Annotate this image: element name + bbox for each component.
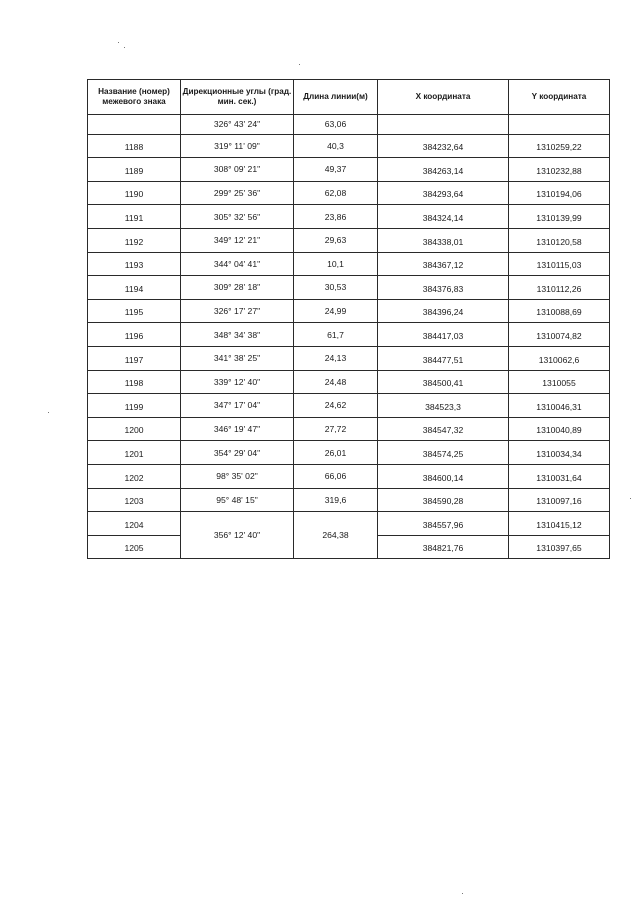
mark-name-cell: 1194 bbox=[88, 276, 181, 300]
y-coordinate-cell: 1310088,69 bbox=[509, 299, 610, 323]
header-x-coordinate: X координата bbox=[378, 80, 509, 115]
mark-name-cell: 1189 bbox=[88, 158, 181, 182]
x-coordinate-cell: 384500,41 bbox=[378, 370, 509, 394]
x-coordinate-cell: 384376,83 bbox=[378, 276, 509, 300]
table-header-row bbox=[88, 80, 610, 115]
length-cell: 29,63 bbox=[294, 228, 378, 252]
angle-cell: 98° 35' 02" bbox=[181, 464, 294, 488]
y-coordinate-cell: 1310040,89 bbox=[509, 417, 610, 441]
y-coordinate-cell: 1310097,16 bbox=[509, 488, 610, 512]
y-coordinate-cell: 1310112,26 bbox=[509, 276, 610, 300]
mark-name-cell: 1196 bbox=[88, 323, 181, 347]
x-coordinate-cell: 384557,96 bbox=[378, 512, 509, 536]
mark-name-cell: 1190 bbox=[88, 181, 181, 205]
mark-name-cell: 1205 bbox=[88, 535, 181, 559]
x-coordinate-cell: 384821,76 bbox=[378, 535, 509, 559]
y-coordinate-cell: 1310259,22 bbox=[509, 134, 610, 158]
length-cell: 26,01 bbox=[294, 441, 378, 465]
angle-cell: 341° 38' 25" bbox=[181, 346, 294, 370]
length-cell: 24,48 bbox=[294, 370, 378, 394]
angle-cell: 356° 12' 40" bbox=[181, 512, 294, 559]
mark-name-cell: 1201 bbox=[88, 441, 181, 465]
name-cell-empty bbox=[88, 115, 181, 135]
angle-cell: 326° 17' 27" bbox=[181, 299, 294, 323]
mark-name-cell: 1195 bbox=[88, 299, 181, 323]
mark-name-cell: 1203 bbox=[88, 488, 181, 512]
x-coordinate-cell: 384547,32 bbox=[378, 417, 509, 441]
y-coordinate-cell: 1310074,82 bbox=[509, 323, 610, 347]
angle-cell: 95° 48' 15" bbox=[181, 488, 294, 512]
scan-speck bbox=[124, 47, 125, 48]
length-cell: 24,62 bbox=[294, 394, 378, 418]
measurement-row bbox=[88, 115, 610, 135]
y-coordinate-cell: 1310232,88 bbox=[509, 158, 610, 182]
length-cell: 62,08 bbox=[294, 181, 378, 205]
angle-cell: 319° 11' 09" bbox=[181, 134, 294, 158]
x-coordinate-cell: 384477,51 bbox=[378, 346, 509, 370]
scan-speck bbox=[118, 42, 119, 43]
angle-cell: 308° 09' 21" bbox=[181, 158, 294, 182]
y-coordinate-cell: 1310034,34 bbox=[509, 441, 610, 465]
length-cell: 24,99 bbox=[294, 299, 378, 323]
angle-cell: 349° 12' 21" bbox=[181, 228, 294, 252]
x-coordinate-cell: 384396,24 bbox=[378, 299, 509, 323]
y-coordinate-cell: 1310139,99 bbox=[509, 205, 610, 229]
mark-name-cell: 1204 bbox=[88, 512, 181, 536]
scan-speck bbox=[462, 893, 463, 894]
length-cell: 66,06 bbox=[294, 464, 378, 488]
y-coordinate-cell: 1310046,31 bbox=[509, 394, 610, 418]
mark-name-cell: 1200 bbox=[88, 417, 181, 441]
table-body bbox=[88, 115, 610, 559]
angle-cell: 344° 04' 41" bbox=[181, 252, 294, 276]
x-coordinate-cell: 384324,14 bbox=[378, 205, 509, 229]
header-y-coordinate: Y координата bbox=[509, 80, 610, 115]
length-cell: 264,38 bbox=[294, 512, 378, 559]
length-cell: 63,06 bbox=[294, 115, 378, 135]
boundary-marks-table bbox=[87, 79, 610, 559]
y-coordinate-cell: 1310062,6 bbox=[509, 346, 610, 370]
length-cell: 40,3 bbox=[294, 134, 378, 158]
y-coordinate-cell: 1310415,12 bbox=[509, 512, 610, 536]
angle-cell: 299° 25' 36" bbox=[181, 181, 294, 205]
y-coordinate-cell: 1310055 bbox=[509, 370, 610, 394]
length-cell: 61,7 bbox=[294, 323, 378, 347]
angle-cell: 326° 43' 24" bbox=[181, 115, 294, 135]
length-cell: 319,6 bbox=[294, 488, 378, 512]
mark-name-cell: 1193 bbox=[88, 252, 181, 276]
y-coordinate-cell: 1310194,06 bbox=[509, 181, 610, 205]
x-coordinate-cell: 384293,64 bbox=[378, 181, 509, 205]
y-coordinate-cell: 1310115,03 bbox=[509, 252, 610, 276]
angle-cell: 354° 29' 04" bbox=[181, 441, 294, 465]
x-coordinate-cell: 384590,28 bbox=[378, 488, 509, 512]
angle-cell: 347° 17' 04" bbox=[181, 394, 294, 418]
y-coordinate-cell: 1310120,58 bbox=[509, 228, 610, 252]
x-coordinate-cell: 384367,12 bbox=[378, 252, 509, 276]
mark-name-cell: 1199 bbox=[88, 394, 181, 418]
mark-name-cell: 1197 bbox=[88, 346, 181, 370]
scan-speck bbox=[48, 412, 49, 413]
x-coordinate-cell: 384263,14 bbox=[378, 158, 509, 182]
angle-cell: 305° 32' 56" bbox=[181, 205, 294, 229]
x-coordinate-cell: 384574,25 bbox=[378, 441, 509, 465]
x-coordinate-cell: 384523,3 bbox=[378, 394, 509, 418]
mark-name-cell: 1188 bbox=[88, 134, 181, 158]
length-cell: 49,37 bbox=[294, 158, 378, 182]
length-cell: 10,1 bbox=[294, 252, 378, 276]
mark-name-cell: 1192 bbox=[88, 228, 181, 252]
header-mark-name: Название (номер) межевого знака bbox=[88, 80, 181, 115]
x-coordinate-cell: 384417,03 bbox=[378, 323, 509, 347]
y-cell-empty bbox=[509, 115, 610, 135]
header-line-length: Длина линии(м) bbox=[294, 80, 378, 115]
length-cell: 30,53 bbox=[294, 276, 378, 300]
x-cell-empty bbox=[378, 115, 509, 135]
angle-cell: 339° 12' 40" bbox=[181, 370, 294, 394]
mark-name-cell: 1198 bbox=[88, 370, 181, 394]
angle-cell: 348° 34' 38" bbox=[181, 323, 294, 347]
length-cell: 27,72 bbox=[294, 417, 378, 441]
length-cell: 24,13 bbox=[294, 346, 378, 370]
x-coordinate-cell: 384338,01 bbox=[378, 228, 509, 252]
mark-name-cell: 1202 bbox=[88, 464, 181, 488]
angle-cell: 346° 19' 47" bbox=[181, 417, 294, 441]
x-coordinate-cell: 384600,14 bbox=[378, 464, 509, 488]
y-coordinate-cell: 1310031,64 bbox=[509, 464, 610, 488]
length-cell: 23,86 bbox=[294, 205, 378, 229]
header-directional-angles: Дирекционные углы (град. мин. сек.) bbox=[181, 80, 294, 115]
scan-speck bbox=[299, 64, 300, 65]
scan-speck bbox=[630, 498, 631, 499]
angle-cell: 309° 28' 18" bbox=[181, 276, 294, 300]
y-coordinate-cell: 1310397,65 bbox=[509, 535, 610, 559]
x-coordinate-cell: 384232,64 bbox=[378, 134, 509, 158]
mark-name-cell: 1191 bbox=[88, 205, 181, 229]
